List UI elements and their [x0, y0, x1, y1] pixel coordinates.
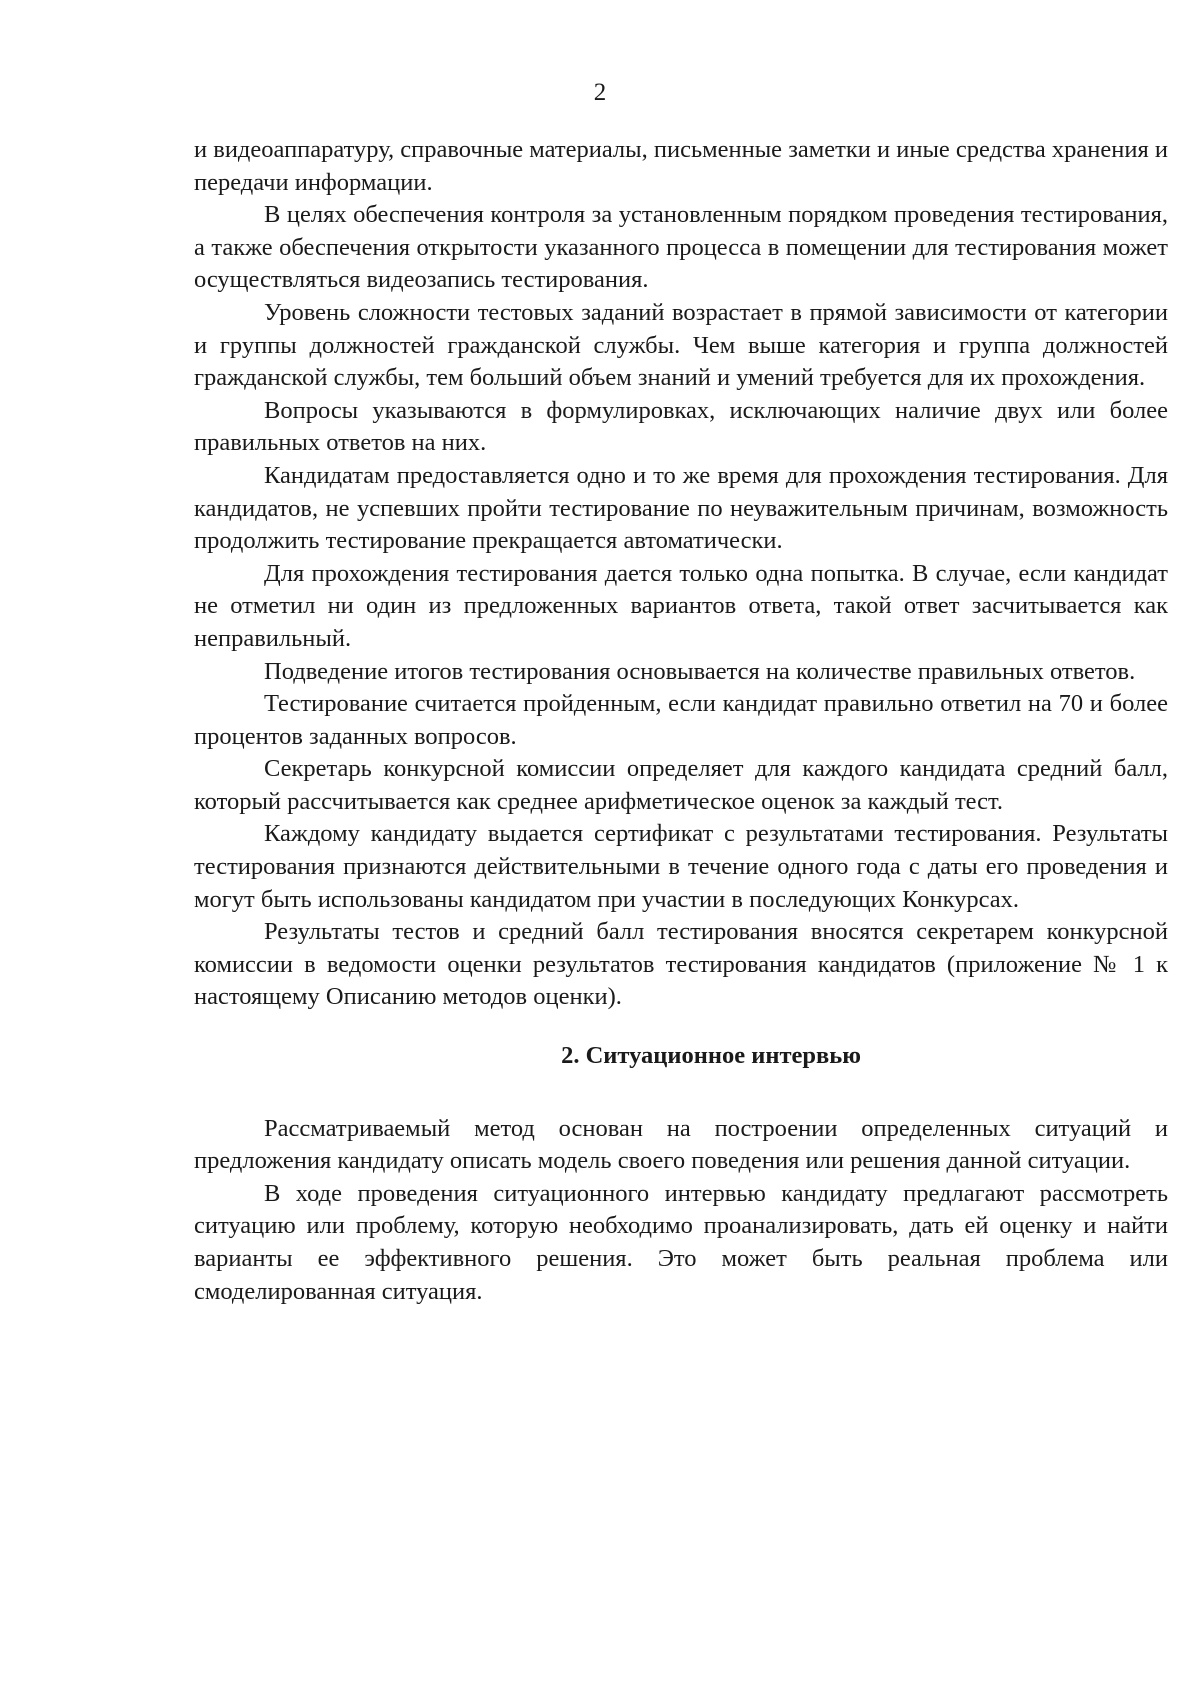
paragraph: Уровень сложности тестовых заданий возрастает в прямой зависимости от категории и группы должностей гражданской службы. Чем выше категория и группа должностей гражданской службы, тем больший объем знаний и умений требуется для их прохождения. [194, 298, 1168, 392]
paragraph: Для прохождения тестирования дается только одна попытка. В случае, если кандидат не отметил ни один из предложенных вариантов ответа, такой ответ засчитывается как неправильный. [194, 559, 1168, 652]
paragraph: Тестирование считается пройденным, если кандидат правильно ответил на 70 и более процентов заданных вопросов. [194, 690, 1168, 750]
paragraph: Секретарь конкурсной комиссии определяет для каждого кандидата средний балл, который рассчитывается как среднее арифметическое оценок за каждый тест. [194, 755, 1168, 815]
page-number: 2 [593, 79, 607, 106]
paragraph: В целях обеспечения контроля за установленным порядком проведения тестирования, а также обеспечения открытости указанного процесса в помещении для тестирования может осуществляться видеозапись тестирования. [194, 201, 1168, 294]
paragraph: Подведение итогов тестирования основывается на количестве правильных ответов. [264, 657, 1136, 685]
paragraph: Рассматриваемый метод основан на построении определенных ситуаций и предложения кандидату описать модель своего поведения или решения данной ситуации. [194, 1114, 1168, 1175]
paragraph: и видеоаппаратуру, справочные материалы, письменные заметки и иные средства хранения и передачи информации. [194, 136, 1168, 196]
paragraph: Вопросы указываются в формулировках, исключающих наличие двух или более правильных ответов на них. [194, 396, 1168, 457]
section-heading: 2. Ситуационное интервью [561, 1042, 861, 1070]
paragraph: В ходе проведения ситуационного интервью кандидату предлагают рассмотреть ситуацию или проблему, которую необходимо проанализировать, дать ей оценку и найти варианты ее эффективного решения. Это может быть реальная проблема или смоделированная ситуация. [194, 1179, 1168, 1305]
document-body [194, 134, 1168, 1308]
paragraph: Кандидатам предоставляется одно и то же время для прохождения тестирования. Для кандидатов, не успевших пройти тестирование по неуважительным причинам, возможность продолжить тестирование прекращается автоматически. [194, 461, 1168, 555]
paragraph: Результаты тестов и средний балл тестирования вносятся секретарем конкурсной комиссии в ведомости оценки результатов тестирования кандидатов (приложение № 1 к настоящему Описанию методов оценки). [194, 918, 1168, 1011]
paragraph: Каждому кандидату выдается сертификат с результатами тестирования. Результаты тестирования признаются действительными в течение одного года с даты его проведения и могут быть использованы кандидатом при участии в последующих Конкурсах. [194, 820, 1168, 913]
